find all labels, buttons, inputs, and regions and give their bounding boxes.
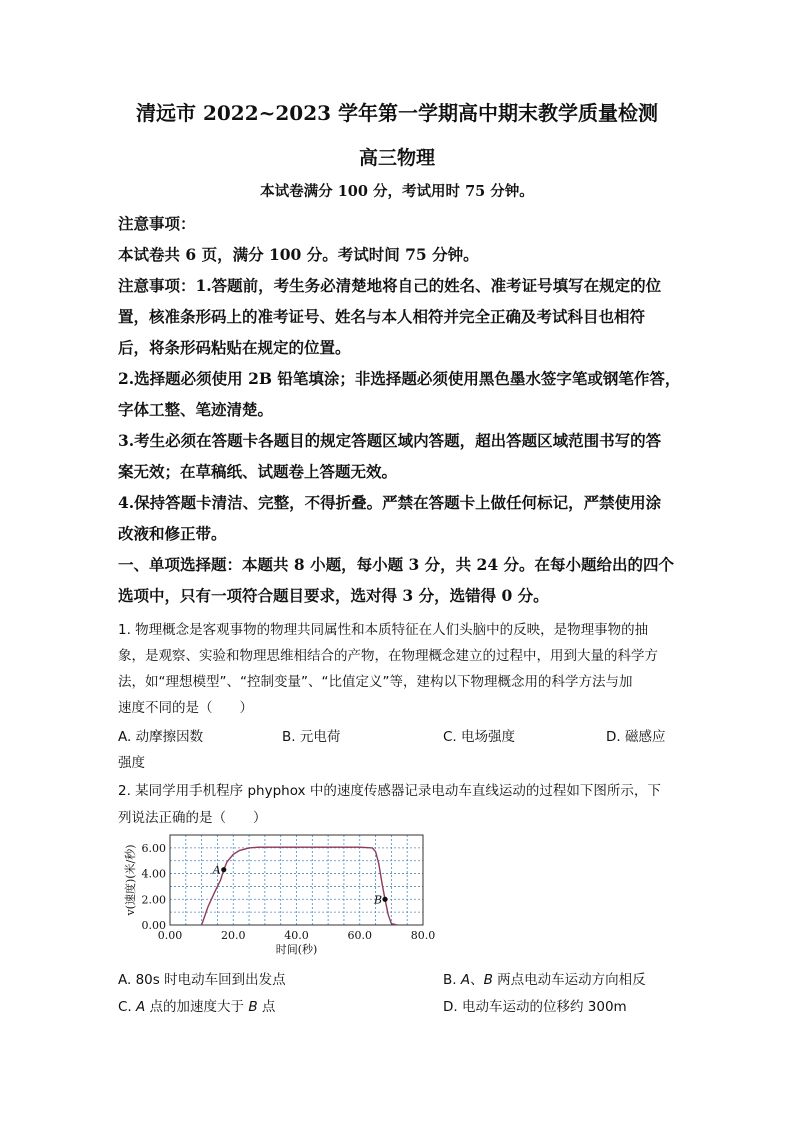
x-tick-label: 20.0 xyxy=(221,929,246,942)
point-label-a: A xyxy=(212,863,221,877)
notes-item3-line1: 3.考生必须在答题卡各题目的规定答题区域内答题，超出答题区域范围书写的答 xyxy=(118,431,662,450)
y-axis-label: v(速度)(米/秒) xyxy=(124,844,137,916)
q2-option-b: B. A、B 两点电动车运动方向相反 xyxy=(443,972,646,988)
notes-item1-line1: 注意事项：1.答题前，考生务必清楚地将自己的姓名、准考证号填写在规定的位 xyxy=(118,276,662,295)
q1-option-d: D. 磁感应 xyxy=(606,729,666,745)
q1-line3: 法，如“理想模型”、“控制变量”、“比值定义”等，建构以下物理概念用的科学方法与加 xyxy=(118,674,633,690)
notes-heading: 注意事项： xyxy=(118,214,196,233)
exam-subject: 高三物理 xyxy=(358,147,435,169)
q1-line2: 象，是观察、实验和物理思维相结合的产物，在物理概念建立的过程中，用到大量的科学方 xyxy=(118,648,658,664)
q2-option-d: D. 电动车运动的位移约 300m xyxy=(443,999,627,1015)
section1-line2: 选项中，只有一项符合题目要求，选对得 3 分，选错得 0 分。 xyxy=(118,586,549,605)
q1-line4: 速度不同的是（ ） xyxy=(118,700,253,716)
x-tick-label: 80.0 xyxy=(410,929,436,942)
q1-option-a: A. 动摩擦因数 xyxy=(118,729,204,745)
notes-item1-line3: 后，将条形码粘贴在规定的位置。 xyxy=(118,338,351,357)
q2-option-a: A. 80s 时电动车回到出发点 xyxy=(118,972,286,988)
y-tick-label: 6.00 xyxy=(141,841,166,855)
notes-item3-line2: 案无效；在草稿纸、试题卷上答题无效。 xyxy=(118,462,398,481)
q2-line2: 列说法正确的是（ ） xyxy=(118,810,267,826)
notes-item1-line2: 置，核准条形码上的准考证号、姓名与本人相符并完全正确及考试科目也相符 xyxy=(118,307,646,326)
notes-line: 本试卷共 6 页，满分 100 分。考试时间 75 分钟。 xyxy=(118,245,479,264)
x-tick-label: 0.00 xyxy=(157,929,183,942)
x-axis-label: 时间(秒) xyxy=(275,943,318,956)
notes-item4-line2: 改液和修正带。 xyxy=(118,524,227,543)
notes-item2-line2: 字体工整、笔迹清楚。 xyxy=(118,400,274,419)
point-a xyxy=(221,867,226,872)
q2-option-c: C. A 点的加速度大于 B 点 xyxy=(118,999,276,1015)
x-tick-label: 60.0 xyxy=(347,929,372,942)
velocity-time-chart xyxy=(118,830,448,975)
y-tick-label: 4.00 xyxy=(141,867,166,881)
notes-item4-line1: 4.保持答题卡清洁、完整，不得折叠。严禁在答题卡上做任何标记，严禁使用涂 xyxy=(118,493,662,512)
point-label-b: B xyxy=(374,893,383,907)
exam-title: 清远市 2022~2023 学年第一学期高中期末教学质量检测 xyxy=(135,101,658,125)
y-tick-label: 2.00 xyxy=(141,893,166,907)
exam-info: 本试卷满分 100 分，考试用时 75 分钟。 xyxy=(260,183,534,200)
notes-item2-line1: 2.选择题必须使用 2B 铅笔填涂；非选择题必须使用黑色墨水签字笔或钢笔作答， xyxy=(118,369,681,388)
x-tick-label: 40.0 xyxy=(284,929,309,942)
q2-line1: 2. 某同学用手机程序 phyphox 中的速度传感器记录电动车直线运动的过程如下图所示，下 xyxy=(118,783,661,799)
q1-option-d-cont: 强度 xyxy=(118,755,145,771)
point-b xyxy=(382,897,387,902)
section1-line1: 一、单项选择题：本题共 8 小题，每小题 3 分，共 24 分。在每小题给出的四个 xyxy=(118,555,675,574)
q1-option-b: B. 元电荷 xyxy=(282,729,341,745)
y-tick-label: 0.00 xyxy=(141,919,166,932)
q1-option-c: C. 电场强度 xyxy=(443,729,516,745)
q1-line1: 1. 物理概念是客观事物的物理共同属性和本质特征在人们头脑中的反映，是物理事物的抽 xyxy=(118,622,649,638)
